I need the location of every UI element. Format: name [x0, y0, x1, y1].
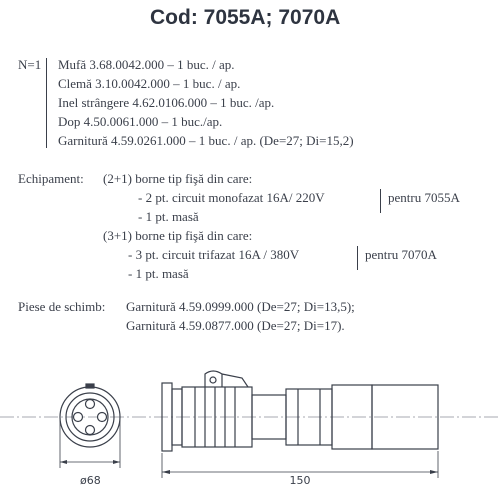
equipment-group1-note: pentru 7055A — [388, 190, 460, 205]
composition-item: Dop 4.50.0061.000 – 1 buc./ap. — [58, 114, 223, 129]
equipment-group2-line: - 1 pt. masă — [128, 266, 189, 281]
equipment-group2-note: pentru 7070A — [365, 247, 437, 262]
side-view — [162, 371, 438, 478]
equipment-group2-heading: (3+1) borne tip fişă din care: — [103, 228, 253, 243]
equipment-group1-line: - 2 pt. circuit monofazat 16A/ 220V — [138, 190, 325, 205]
pin — [98, 413, 107, 422]
pin — [86, 426, 95, 435]
page-title: Cod: 7055A; 7070A — [150, 6, 341, 29]
front-view — [60, 384, 120, 468]
composition-item: Garnitură 4.59.0261.000 – 1 buc. / ap. (De=27; Di=15,2) — [58, 133, 354, 148]
diameter-label: ø68 — [80, 474, 101, 487]
composition-item: Inel strângere 4.62.0106.000 – 1 buc. /ap. — [58, 95, 275, 110]
pin — [74, 413, 83, 422]
composition-label: N=1 — [18, 57, 42, 72]
equipment-group2-line: - 3 pt. circuit trifazat 16A / 380V — [128, 247, 300, 262]
equipment-label: Echipament: — [18, 171, 84, 186]
key-notch — [86, 384, 94, 388]
spare-part-item: Garnitură 4.59.0999.000 (De=27; Di=13,5); — [126, 299, 355, 314]
length-label: 150 — [289, 474, 311, 487]
equipment-group1-line: - 1 pt. masă — [138, 209, 199, 224]
spare-part-item: Garnitură 4.59.0877.000 (De=27; Di=17). — [126, 318, 345, 333]
composition-item: Clemă 3.10.0042.000 – 1 buc. / ap. — [58, 76, 241, 91]
composition-item: Mufă 3.68.0042.000 – 1 buc. / ap. — [58, 57, 235, 72]
equipment-group1-heading: (2+1) borne tip fişă din care: — [103, 171, 253, 186]
pin — [86, 400, 95, 409]
spare-parts-label: Piese de schimb: — [18, 299, 106, 314]
